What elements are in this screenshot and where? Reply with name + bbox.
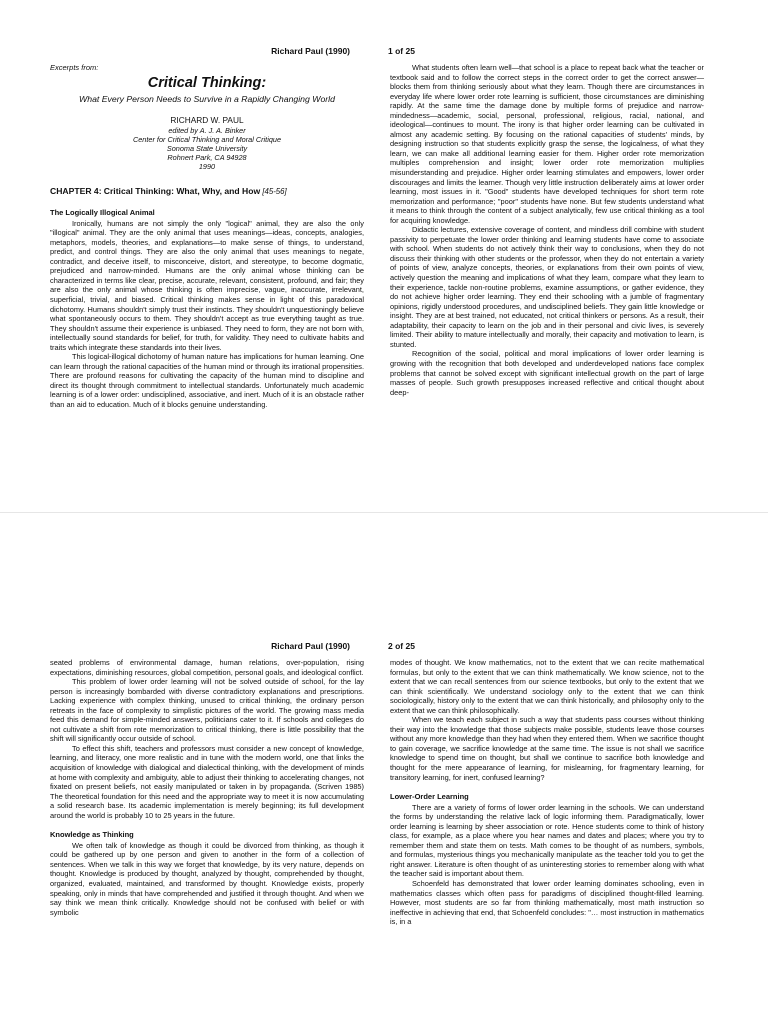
byline (50, 116, 364, 171)
paragraph: Didactic lectures, extensive coverage of content, and mindless drill combine with student passivity to perpetuate the lower order thinking and learning students have come to associate with school. When students do not actively think their way to conclusions, when they do not discuss their thinking with other students or the professor, when they do not entertain a variety of points of view, analyze concepts, theories, or explanations from their own points of view, actively question the meaning and implications of what they learn, compare what they learn to their experience, tackle non-routine problems, examine assumptions, or gather evidence, they do not achieve higher order learning. They end their schooling with a jumble of fragmentary opinions, rigidly understood procedures, and undisciplined beliefs. They gain little knowledge or insight. They are at best trained, not educated, not critical thinkers or persons. As a result, their adaptability, their capacity to learn on the job and in their personal and civic lives, is severely limited. Their ability to mature intellectually and morally, their capacity and motivation to learn, is stunted. (390, 225, 704, 349)
page-number: 1 of 25 (388, 46, 415, 56)
year-line: 1990 (198, 161, 216, 171)
paragraph: seated problems of environmental damage, human relations, over-population, rising expectations, diminishing resources, global competition, personal goals, and ideological conflict. (50, 658, 364, 677)
paragraph: Schoenfeld has demonstrated that lower order learning dominates schooling, even in mathematics classes which often pass for paradigms of disciplined thought-filled learning. However, most students are so far from thinking mathematically, most math instruction so ineffective in achieving that end, that Schoenfeld concludes: "… most instruction in mathematics is, in a (390, 879, 704, 927)
paragraph: This problem of lower order learning will not be solved outside of school, for the lay person is increasingly bombarded with diverse contradictory explanations and prescriptions. Lacking experience with complex thinking, unused to critical thinking, the ordinary person retreats in the face of complexity to simplistic pictures of the world. The growing mass media feed this demand for simple-minded answers, politicians cater to it. If schools and colleges do not cultivate a shift from rote memorization to critical thinking, there is little possibility that the shift will significantly occur outside of school. (50, 677, 364, 744)
document-page-2 (0, 512, 768, 1025)
book-title: Critical Thinking: (147, 74, 267, 91)
running-header-author: Richard Paul (1990) (271, 641, 350, 651)
paragraph: What students often learn well—that school is a place to repeat back what the teacher or textbook said and to follow the correct steps in the correct order to get the correct answer—blocks them from thinking seriously about what they learn. Though there are circumstances in everyday life where lower order rote learning is sufficient, those circumstances are diminishing rapidly. At the same time the damage done by multiple forms of prejudice and narrow-mindedness—academic, social, personal, professional, religious, racial, national, and ideological—continues to mount. The irony is that higher order learning can be cultivated in almost any academic setting. By focusing on the rational capacities of students' minds, by designing instruction so that students explicitly grasp the sense, the logicalness, of what they learn, we can make all additional learning easier for them. Higher order rote memorization multiples comprehension and insight; lower order rote memorization multiplies misunderstanding and prejudice. Higher order learning stimulates and empowers, lower order discourages and limits the learner. Though very little instruction deliberately aims at lower order learning, most issues in it. "Good" students have developed techniques for short term rote memorization and performance; "poor" students have none. But few students understand what it means to think through the content of a subject analytically, few use critical thinking as a tool for acquiring knowledge. (390, 63, 704, 225)
author-name: RICHARD W. PAUL (170, 114, 244, 125)
address-line: Rohnert Park, CA 94928 (167, 152, 247, 162)
page-number: 2 of 25 (388, 641, 415, 651)
left-column (50, 658, 364, 917)
editor-line: edited by A. J. A. Binker (168, 125, 246, 135)
paragraph: When we teach each subject in such a way that students pass courses without thinking their way into the knowledge that those subjects make possible, students leave those courses without any more knowledge than they had when they entered them. When we sacrifice thought to gain coverage, we sacrifice knowledge at the same time. The issue is not shall we sacrifice knowledge to spend time on thought, but shall we continue to sacrifice both knowledge and thought for the mere appearance of learning, for mislearning, for fragmentary learning, for transitory learning, for inert, confused learning? (390, 715, 704, 782)
right-column (390, 63, 704, 397)
university-name: Sonoma State University (166, 143, 248, 153)
book-subtitle: What Every Person Needs to Survive in a Rapidly Changing World (79, 93, 335, 104)
excerpt-label: Excerpts from: (50, 63, 99, 72)
section-heading: Knowledge as Thinking (50, 830, 134, 840)
section-heading: Lower-Order Learning (390, 792, 469, 802)
chapter-label: CHAPTER 4: (50, 185, 102, 196)
chapter-pages: [45-56] (262, 186, 287, 196)
paragraph: modes of thought. We know mathematics, not to the extent that we can recite mathematical formulas, but only to the extent that we can think mathematically. We know science, not to the extent that we can recall sentences from our science textbooks, but only to the extent that we can think scientifically. We understand sociology only to the extent that we can think sociologically, history only to the extent that we can think historically, and philosophy only to the extent that we can think philosophically. (390, 658, 704, 715)
paragraph: To effect this shift, teachers and professors must consider a new concept of knowledge, learning, and literacy, one more realistic and in tune with the modern world, one that links the acquisition of knowledge with dialogical and dialectical thinking, with the development of minds at home with complexity and ambiguity, able to adjust their thinking to accelerating changes, not fixated on present beliefs, not easily manipulated or taken in by propaganda. (Scriven 1985) The theoretical foundation for this need and the appropriate way to meet it is now accumulating a solid research base. Its academic implementation is merely beginning; its full development around the world is probably 10 to 25 years in the future. (50, 743, 364, 820)
paragraph: Ironically, humans are not simply the only "logical" animal, they are also the only "illogical" animal. They are the only animal that uses meanings—ideas, concepts, analogies, metaphors, models, theories, and explanations—to make sense of things, to understand, predict, and control things. They are also the only animal that uses meanings to negate, contradict, and deceive itself, to misconceive, distort, and stereotype, to become dogmatic, prejudiced and narrow-minded. Humans are the only animal whose thinking can be characterized in terms like clear, precise, accurate, relevant, consistent, profound, and fair; they are also the only animal whose thinking is often imprecise, vague, inaccurate, irrelevant, superficial, trivial, and biased. Critical thinking makes sense in light of this paradoxical dichotomy. Humans shouldn't simply trust their instincts. They shouldn't unquestioningly believe what spontaneously occurs to them. They shouldn't accept as true everything taught as true. They shouldn't assume their experience is unbiased. They need to form, they are not born with, intellectually sound standards for belief, for truth, for validity. They need to cultivate habits and traits which integrate these standards into their lives. (50, 218, 364, 352)
paragraph: This logical-illogical dichotomy of human nature has implications for human learning. One can learn through the rational capacities of the human mind or through its irrational propensities. There are profound reasons for cultivating the capacity of the human mind to discipline and direct its thought through commitment to intellectual standards. Unfortunately much academic learning is of a lower order: undisciplined, associative, and inert. Much of it is an obstacle rather than an aid to education. Much of it blocks genuine understanding. (50, 352, 364, 410)
chapter-title: Critical Thinking: What, Why, and How (103, 185, 261, 196)
document-page-1 (0, 0, 768, 512)
running-header-author: Richard Paul (1990) (271, 46, 350, 56)
chapter-heading (50, 187, 364, 197)
paragraph: Recognition of the social, political and moral implications of lower order learning is growing with the recognition that both developed and underdeveloped nations face complex problems that cannot be solved except with significant intellectual growth on the part of large masses of people. Such growth presupposes increased reflective and critical thought about deep- (390, 349, 704, 397)
paragraph: There are a variety of forms of lower order learning in the schools. We can understand the forms by understanding the relative lack of logic informing them. Paradigmatically, lower order learning is learning by sheer association or rote. Hence students come to think of history class, for example, as a place where you hear names and dates and places; where you try to remember them and state them on tests. Math comes to be thought of as numbers, symbols, and formulas, mysterious things you mechanically manipulate as the teacher told you to get the right answer. Literature is often thought of as uninteresting stories to remember along with what the teacher said is important about them. (390, 802, 704, 879)
paragraph: We often talk of knowledge as though it could be divorced from thinking, as though it could be gathered up by one person and given to another in the form of a collection of sentences. When we talk in this way we forget that knowledge, by its very nature, depends on thought. Knowledge is produced by thought, analyzed by thought, comprehended by thought, organized, evaluated, maintained, and transformed by thought. Knowledge exists, properly speaking, only in minds that have comprehended and justified it through thought. And when we say think we mean think critically. Knowledge should not be confused with belief or with symbolic (50, 840, 364, 917)
left-column (50, 63, 364, 410)
section-heading: The Logically Illogical Animal (50, 208, 155, 218)
center-name: Center for Critical Thinking and Moral Critique (132, 134, 282, 144)
right-column (390, 658, 704, 927)
